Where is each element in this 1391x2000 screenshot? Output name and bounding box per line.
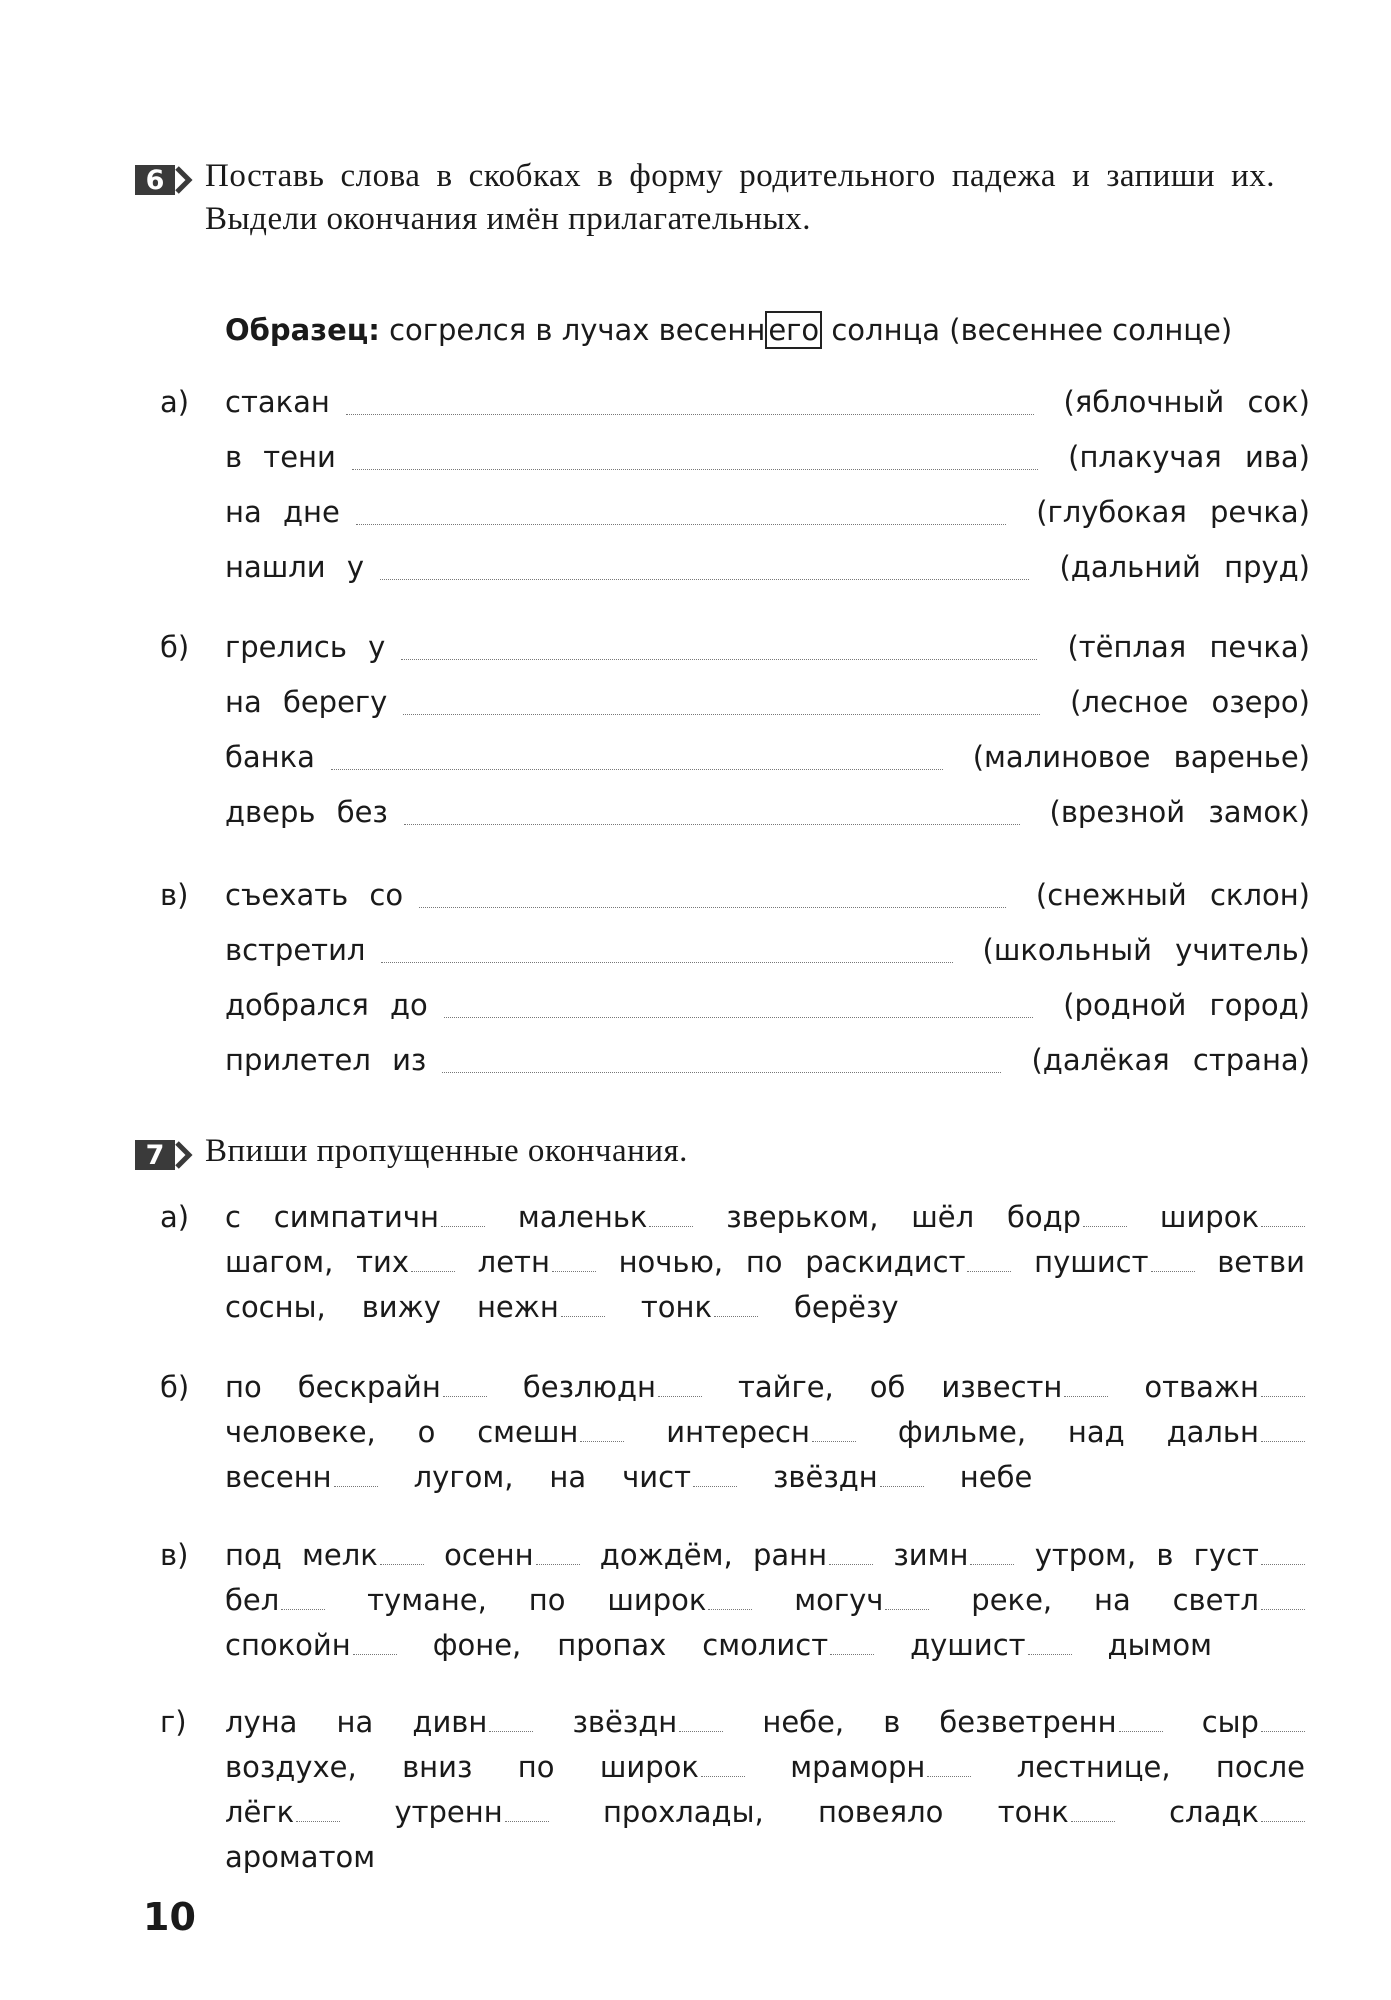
word: воздухе, xyxy=(225,1750,357,1784)
missing-ending-blank[interactable] xyxy=(281,1608,325,1610)
sample-highlighted-ending: его xyxy=(765,311,822,349)
item-line xyxy=(225,1623,1305,1668)
answer-blank-line[interactable] xyxy=(442,1048,1001,1073)
missing-ending-blank[interactable] xyxy=(885,1608,929,1610)
missing-ending-blank[interactable] xyxy=(296,1820,340,1822)
word xyxy=(523,1365,702,1410)
missing-ending-blank[interactable] xyxy=(411,1270,455,1272)
word: ночью, xyxy=(618,1245,724,1279)
sample-text-after: солнца (весеннее солнце) xyxy=(831,313,1233,347)
missing-ending-blank[interactable] xyxy=(714,1315,758,1317)
word: дождём, xyxy=(599,1538,733,1572)
word-stem: мелк xyxy=(302,1538,378,1572)
word-stem: симпатичн xyxy=(273,1200,440,1234)
word xyxy=(773,1455,924,1500)
word xyxy=(1167,1410,1305,1455)
row-hint-text: (малиновое варенье) xyxy=(972,740,1310,774)
word-stem: раскидист xyxy=(805,1245,966,1279)
word: шёл xyxy=(911,1200,975,1234)
word: реке, xyxy=(971,1583,1053,1617)
missing-ending-blank[interactable] xyxy=(1071,1820,1115,1822)
word: луна xyxy=(225,1705,298,1739)
word xyxy=(225,1455,378,1500)
row-hint-text: (плакучая ива) xyxy=(1068,440,1310,474)
word xyxy=(225,1578,325,1623)
word-stem: могуч xyxy=(794,1583,884,1617)
word: о xyxy=(417,1415,436,1449)
missing-ending-blank[interactable] xyxy=(693,1485,737,1487)
word xyxy=(794,1578,929,1623)
missing-ending-blank[interactable] xyxy=(1119,1730,1163,1732)
item-body xyxy=(225,1195,1305,1330)
row-hint-text: (далёкая страна) xyxy=(1031,1043,1310,1077)
item-line xyxy=(225,1578,1305,1623)
word-stem: звёздн xyxy=(572,1705,678,1739)
word: по xyxy=(745,1245,783,1279)
word xyxy=(477,1410,624,1455)
word-stem: бескрайн xyxy=(297,1370,441,1404)
word-stem: известн xyxy=(941,1370,1063,1404)
word-stem: дивн xyxy=(412,1705,488,1739)
item-line xyxy=(225,1195,1305,1240)
row-hint-text: (тёплая печка) xyxy=(1067,630,1310,664)
word: в xyxy=(883,1705,901,1739)
exercise-row xyxy=(160,983,1310,1027)
word xyxy=(356,1240,455,1285)
word: над xyxy=(1067,1415,1125,1449)
word: тайге, xyxy=(737,1370,834,1404)
missing-ending-blank[interactable] xyxy=(927,1775,971,1777)
missing-ending-blank[interactable] xyxy=(1261,1820,1305,1822)
exercise-row xyxy=(160,380,1310,424)
word: с xyxy=(225,1200,241,1234)
word xyxy=(1194,1533,1305,1578)
word: тумане, xyxy=(367,1583,487,1617)
word xyxy=(572,1700,723,1745)
row-hint-text: (снежный склон) xyxy=(1035,878,1310,912)
word-stem: осенн xyxy=(444,1538,534,1572)
word-stem: утренн xyxy=(394,1795,503,1829)
word: ароматом xyxy=(225,1840,376,1874)
word-stem: тонк xyxy=(640,1290,712,1324)
word: прохлады, xyxy=(602,1795,764,1829)
missing-ending-blank[interactable] xyxy=(536,1563,580,1565)
row-lead-text: на берегу xyxy=(225,685,388,719)
word: в xyxy=(1156,1538,1174,1572)
row-lead-text: прилетел из xyxy=(225,1043,427,1077)
missing-ending-blank[interactable] xyxy=(489,1730,533,1732)
missing-ending-blank[interactable] xyxy=(880,1485,924,1487)
exercise-item xyxy=(160,1700,1310,1880)
word-stem: ранн xyxy=(752,1538,828,1572)
word: шагом, xyxy=(225,1245,334,1279)
word xyxy=(641,1285,758,1330)
word xyxy=(225,1623,397,1668)
word-stem: безветренн xyxy=(939,1705,1117,1739)
page-number: 10 xyxy=(143,1895,196,1939)
row-lead-text: стакан xyxy=(225,385,330,419)
word xyxy=(790,1745,971,1790)
exercise-row xyxy=(160,735,1310,779)
missing-ending-blank[interactable] xyxy=(1261,1563,1305,1565)
word: на xyxy=(549,1460,587,1494)
word xyxy=(939,1700,1162,1745)
word: пропах xyxy=(557,1628,667,1662)
word xyxy=(998,1790,1115,1835)
word xyxy=(600,1745,745,1790)
task-6-instruction: Поставь слова в скобках в форму родительного падежа и запиши их. Выдели окончания имён прилагательных. xyxy=(205,158,1275,237)
exercise-row xyxy=(160,873,1310,917)
task-number-badge: 6 xyxy=(135,165,175,195)
word xyxy=(1160,1195,1305,1240)
word-stem: дальн xyxy=(1166,1415,1259,1449)
word xyxy=(910,1623,1071,1668)
row-lead-text: добрался до xyxy=(225,988,428,1022)
item-body xyxy=(225,1700,1305,1880)
row-lead-text: съехать со xyxy=(225,878,404,912)
item-line xyxy=(225,1700,1305,1745)
word: после xyxy=(1215,1750,1305,1784)
word xyxy=(607,1578,752,1623)
item-line xyxy=(225,1240,1305,1285)
word: повеяло xyxy=(818,1795,944,1829)
word: лугом, xyxy=(413,1460,514,1494)
word-stem: безлюдн xyxy=(522,1370,656,1404)
word: сосны, xyxy=(225,1290,326,1324)
word: берёзу xyxy=(793,1290,899,1324)
word xyxy=(225,1790,340,1835)
exercise-row xyxy=(160,680,1310,724)
row-lead-text: банка xyxy=(225,740,315,774)
missing-ending-blank[interactable] xyxy=(1028,1653,1072,1655)
word: под xyxy=(225,1538,282,1572)
task-6-header xyxy=(135,155,1305,241)
word-stem: зимн xyxy=(893,1538,969,1572)
word-stem: тих xyxy=(356,1245,409,1279)
item-line xyxy=(225,1790,1305,1835)
missing-ending-blank[interactable] xyxy=(353,1653,397,1655)
item-letter: г) xyxy=(160,1705,187,1739)
word-stem: чист xyxy=(622,1460,691,1494)
missing-ending-blank[interactable] xyxy=(505,1820,549,1822)
chevron-right-icon xyxy=(175,165,197,195)
word-stem: бел xyxy=(225,1583,280,1617)
sample-label: Образец: xyxy=(225,313,380,347)
answer-blank-line[interactable] xyxy=(346,390,1034,415)
word xyxy=(518,1195,694,1240)
missing-ending-blank[interactable] xyxy=(970,1563,1014,1565)
word-stem: тонк xyxy=(997,1795,1069,1829)
missing-ending-blank[interactable] xyxy=(443,1395,487,1397)
missing-ending-blank[interactable] xyxy=(701,1775,745,1777)
word: по xyxy=(517,1750,555,1784)
item-letter: а) xyxy=(160,1200,190,1234)
word: небе xyxy=(959,1460,1033,1494)
word-stem: бодр xyxy=(1007,1200,1082,1234)
word: фоне, xyxy=(432,1628,522,1662)
word xyxy=(1202,1700,1305,1745)
missing-ending-blank[interactable] xyxy=(649,1225,693,1227)
exercise-row xyxy=(160,545,1310,589)
missing-ending-blank[interactable] xyxy=(1261,1395,1305,1397)
exercise-row xyxy=(160,1038,1310,1082)
item-letter: а) xyxy=(160,385,190,419)
missing-ending-blank[interactable] xyxy=(441,1225,485,1227)
word: человеке, xyxy=(225,1415,376,1449)
word xyxy=(702,1623,874,1668)
sample-text-before: согрелся в лучах весенн xyxy=(389,313,766,347)
missing-ending-blank[interactable] xyxy=(1261,1608,1305,1610)
row-lead-text: на дне xyxy=(225,495,340,529)
missing-ending-blank[interactable] xyxy=(679,1730,723,1732)
answer-blank-line[interactable] xyxy=(331,745,943,770)
missing-ending-blank[interactable] xyxy=(380,1563,424,1565)
word xyxy=(753,1533,873,1578)
word: по xyxy=(528,1583,566,1617)
word xyxy=(666,1410,856,1455)
missing-ending-blank[interactable] xyxy=(829,1563,873,1565)
row-lead-text: дверь без xyxy=(225,795,388,829)
row-lead-text: встретил xyxy=(225,933,366,967)
row-hint-text: (школьный учитель) xyxy=(982,933,1310,967)
answer-blank-line[interactable] xyxy=(401,635,1037,660)
answer-blank-line[interactable] xyxy=(404,800,1020,825)
word: лестнице, xyxy=(1016,1750,1171,1784)
word: небе, xyxy=(762,1705,845,1739)
item-letter: в) xyxy=(160,1538,189,1572)
item-line xyxy=(225,1745,1305,1790)
item-body xyxy=(225,1533,1305,1668)
word: вижу xyxy=(361,1290,441,1324)
word xyxy=(893,1533,1014,1578)
word-stem: лёгк xyxy=(225,1795,295,1829)
word xyxy=(805,1240,1011,1285)
answer-blank-line[interactable] xyxy=(356,500,1006,525)
answer-blank-line[interactable] xyxy=(380,555,1029,580)
sample-line xyxy=(225,308,1305,352)
word xyxy=(274,1195,485,1240)
word xyxy=(1169,1790,1305,1835)
missing-ending-blank[interactable] xyxy=(1261,1730,1305,1732)
word-stem: спокойн xyxy=(225,1628,351,1662)
missing-ending-blank[interactable] xyxy=(812,1440,856,1442)
word: зверьком, xyxy=(726,1200,879,1234)
item-body xyxy=(225,1365,1305,1500)
word: об xyxy=(869,1370,906,1404)
word xyxy=(298,1365,487,1410)
row-hint-text: (родной город) xyxy=(1063,988,1310,1022)
word: ветви xyxy=(1217,1245,1305,1279)
row-hint-text: (дальний пруд) xyxy=(1059,550,1310,584)
answer-blank-line[interactable] xyxy=(381,938,952,963)
missing-ending-blank[interactable] xyxy=(830,1653,874,1655)
word: на xyxy=(336,1705,374,1739)
item-line xyxy=(225,1285,1305,1330)
word-stem: весенн xyxy=(225,1460,332,1494)
exercise-row xyxy=(160,625,1310,669)
item-letter: б) xyxy=(160,630,190,664)
word-stem: душист xyxy=(910,1628,1026,1662)
task-number-badge: 7 xyxy=(135,1140,175,1170)
row-hint-text: (глубокая речка) xyxy=(1036,495,1310,529)
answer-blank-line[interactable] xyxy=(444,993,1033,1018)
missing-ending-blank[interactable] xyxy=(1083,1225,1127,1227)
word-stem: широк xyxy=(599,1750,699,1784)
exercise-item xyxy=(160,1195,1310,1330)
item-line xyxy=(225,1410,1305,1455)
item-line xyxy=(225,1835,1305,1880)
missing-ending-blank[interactable] xyxy=(1064,1395,1108,1397)
missing-ending-blank[interactable] xyxy=(580,1440,624,1442)
word: фильме, xyxy=(897,1415,1027,1449)
row-hint-text: (лесное озеро) xyxy=(1070,685,1310,719)
missing-ending-blank[interactable] xyxy=(552,1270,596,1272)
row-lead-text: в тени xyxy=(225,440,336,474)
word-stem: нежн xyxy=(476,1290,559,1324)
word-stem: широк xyxy=(1159,1200,1259,1234)
row-lead-text: грелись у xyxy=(225,630,386,664)
answer-blank-line[interactable] xyxy=(419,883,1006,908)
word-stem: отважн xyxy=(1144,1370,1259,1404)
word-stem: сыр xyxy=(1201,1705,1259,1739)
answer-blank-line[interactable] xyxy=(352,445,1038,470)
word-stem: интересн xyxy=(666,1415,810,1449)
word xyxy=(477,1285,605,1330)
word xyxy=(478,1240,596,1285)
item-letter: б) xyxy=(160,1370,190,1404)
row-hint-text: (врезной замок) xyxy=(1049,795,1310,829)
missing-ending-blank[interactable] xyxy=(967,1270,1011,1272)
item-line xyxy=(225,1455,1305,1500)
word-stem: смолист xyxy=(702,1628,829,1662)
word-stem: летн xyxy=(477,1245,550,1279)
task-7-header xyxy=(135,1130,1305,1173)
item-letter: в) xyxy=(160,878,189,912)
missing-ending-blank[interactable] xyxy=(561,1315,605,1317)
word-stem: звёздн xyxy=(772,1460,878,1494)
word xyxy=(444,1533,579,1578)
exercise-row xyxy=(160,435,1310,479)
exercise-row xyxy=(160,490,1310,534)
word-stem: мраморн xyxy=(790,1750,926,1784)
missing-ending-blank[interactable] xyxy=(658,1395,702,1397)
task-7-instruction: Впиши пропущенные окончания. xyxy=(205,1133,688,1169)
exercise-item xyxy=(160,1365,1310,1500)
exercise-item xyxy=(160,1533,1310,1668)
missing-ending-blank[interactable] xyxy=(1261,1225,1305,1227)
item-line xyxy=(225,1365,1305,1410)
exercise-row xyxy=(160,928,1310,972)
missing-ending-blank[interactable] xyxy=(1151,1270,1195,1272)
word xyxy=(302,1533,424,1578)
word-stem: пушист xyxy=(1034,1245,1149,1279)
chevron-right-icon xyxy=(175,1140,197,1170)
word-stem: сладк xyxy=(1169,1795,1259,1829)
word xyxy=(1173,1578,1305,1623)
word-stem: густ xyxy=(1193,1538,1259,1572)
word-stem: маленьк xyxy=(517,1200,648,1234)
word: утром, xyxy=(1034,1538,1137,1572)
word xyxy=(622,1455,737,1500)
word xyxy=(941,1365,1108,1410)
word xyxy=(1034,1240,1194,1285)
row-lead-text: нашли у xyxy=(225,550,365,584)
word xyxy=(1144,1365,1305,1410)
word-stem: смешн xyxy=(477,1415,579,1449)
word: на xyxy=(1094,1583,1131,1617)
exercise-row xyxy=(160,790,1310,834)
word: дымом xyxy=(1107,1628,1212,1662)
missing-ending-blank[interactable] xyxy=(1261,1440,1305,1442)
word xyxy=(394,1790,548,1835)
missing-ending-blank[interactable] xyxy=(708,1608,752,1610)
word: вниз xyxy=(402,1750,473,1784)
missing-ending-blank[interactable] xyxy=(334,1485,378,1487)
word xyxy=(1007,1195,1127,1240)
word-stem: широк xyxy=(607,1583,707,1617)
word-stem: светл xyxy=(1172,1583,1259,1617)
word xyxy=(412,1700,533,1745)
answer-blank-line[interactable] xyxy=(403,690,1040,715)
item-line xyxy=(225,1533,1305,1578)
row-hint-text: (яблочный сок) xyxy=(1063,385,1310,419)
word: по xyxy=(225,1370,262,1404)
